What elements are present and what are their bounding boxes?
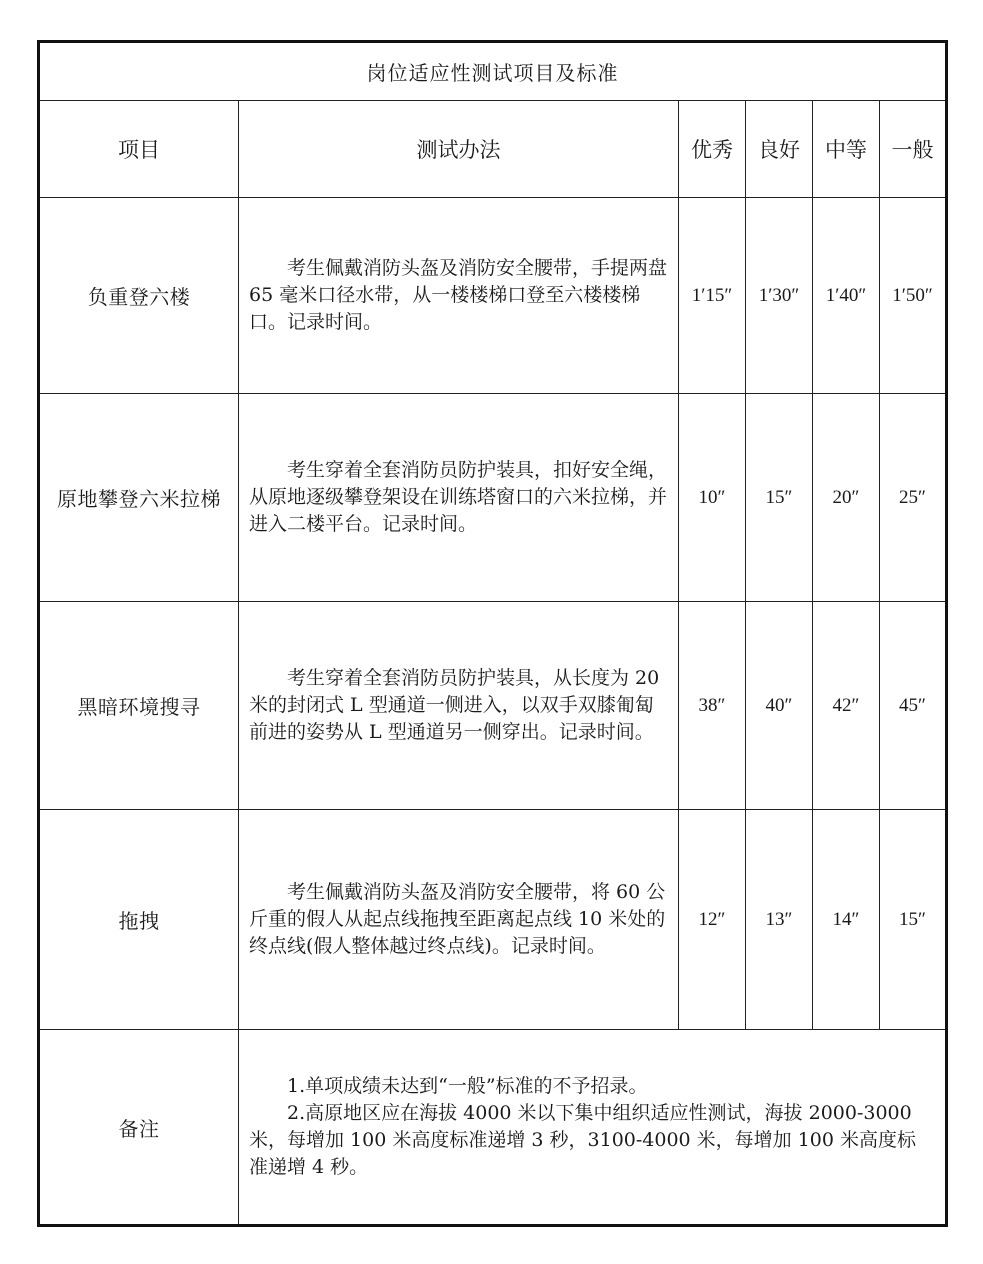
score-excellent: 10″: [679, 394, 746, 602]
score-good: 15″: [746, 394, 813, 602]
item-name: 拖拽: [39, 810, 239, 1030]
note-line-1: 1.单项成绩未达到“一般”标准的不予招录。: [287, 1075, 648, 1097]
test-method: 考生佩戴消防头盔及消防安全腰带，手提两盘 65 毫米口径水带，从一楼楼梯口登至六楼楼梯口。记录时间。: [239, 198, 679, 394]
test-method: 考生穿着全套消防员防护装具，扣好安全绳，从原地逐级攀登架设在训练塔窗口的六米拉梯，并进入二楼平台。记录时间。: [239, 394, 679, 602]
item-name: 黑暗环境搜寻: [39, 602, 239, 810]
table-row: [39, 602, 947, 810]
table-row: [39, 198, 947, 394]
header-item: 项目: [39, 101, 239, 198]
table-row: [39, 810, 947, 1030]
item-name: 原地攀登六米拉梯: [39, 394, 239, 602]
score-good: 13″: [746, 810, 813, 1030]
header-excellent: 优秀: [679, 101, 746, 198]
table-row: [39, 394, 947, 602]
score-good: 1′30″: [746, 198, 813, 394]
notes-label: 备注: [39, 1030, 239, 1226]
test-method: 考生穿着全套消防员防护装具，从长度为 20 米的封闭式 L 型通道一侧进入，以双手双膝匍匐前进的姿势从 L 型通道另一侧穿出。记录时间。: [239, 602, 679, 810]
header-good: 良好: [746, 101, 813, 198]
notes-text: [239, 1030, 947, 1226]
score-medium: 14″: [813, 810, 880, 1030]
header-method: 测试办法: [239, 101, 679, 198]
score-medium: 1′40″: [813, 198, 880, 394]
score-medium: 20″: [813, 394, 880, 602]
score-excellent: 38″: [679, 602, 746, 810]
score-excellent: 1′15″: [679, 198, 746, 394]
score-general: 1′50″: [880, 198, 947, 394]
standards-table: [37, 40, 948, 1227]
score-general: 25″: [880, 394, 947, 602]
score-excellent: 12″: [679, 810, 746, 1030]
header-medium: 中等: [813, 101, 880, 198]
title-row: [39, 42, 947, 101]
score-general: 15″: [880, 810, 947, 1030]
test-method: 考生佩戴消防头盔及消防安全腰带，将 60 公斤重的假人从起点线拖拽至距离起点线 10 米处的终点线(假人整体越过终点线)。记录时间。: [239, 810, 679, 1030]
table-title: 岗位适应性测试项目及标准: [39, 42, 947, 101]
notes-row: [39, 1030, 947, 1226]
standards-table-wrap: [37, 40, 945, 1224]
score-medium: 42″: [813, 602, 880, 810]
item-name: 负重登六楼: [39, 198, 239, 394]
note-line-2: 2.高原地区应在海拔 4000 米以下集中组织适应性测试，海拔 2000-3000 米，每增加 100 米高度标准递增 3 秒，3100-4000 米，每增加 100 米高度标准递增 4 秒。: [249, 1102, 917, 1178]
score-good: 40″: [746, 602, 813, 810]
header-general: 一般: [880, 101, 947, 198]
score-general: 45″: [880, 602, 947, 810]
header-row: [39, 101, 947, 198]
